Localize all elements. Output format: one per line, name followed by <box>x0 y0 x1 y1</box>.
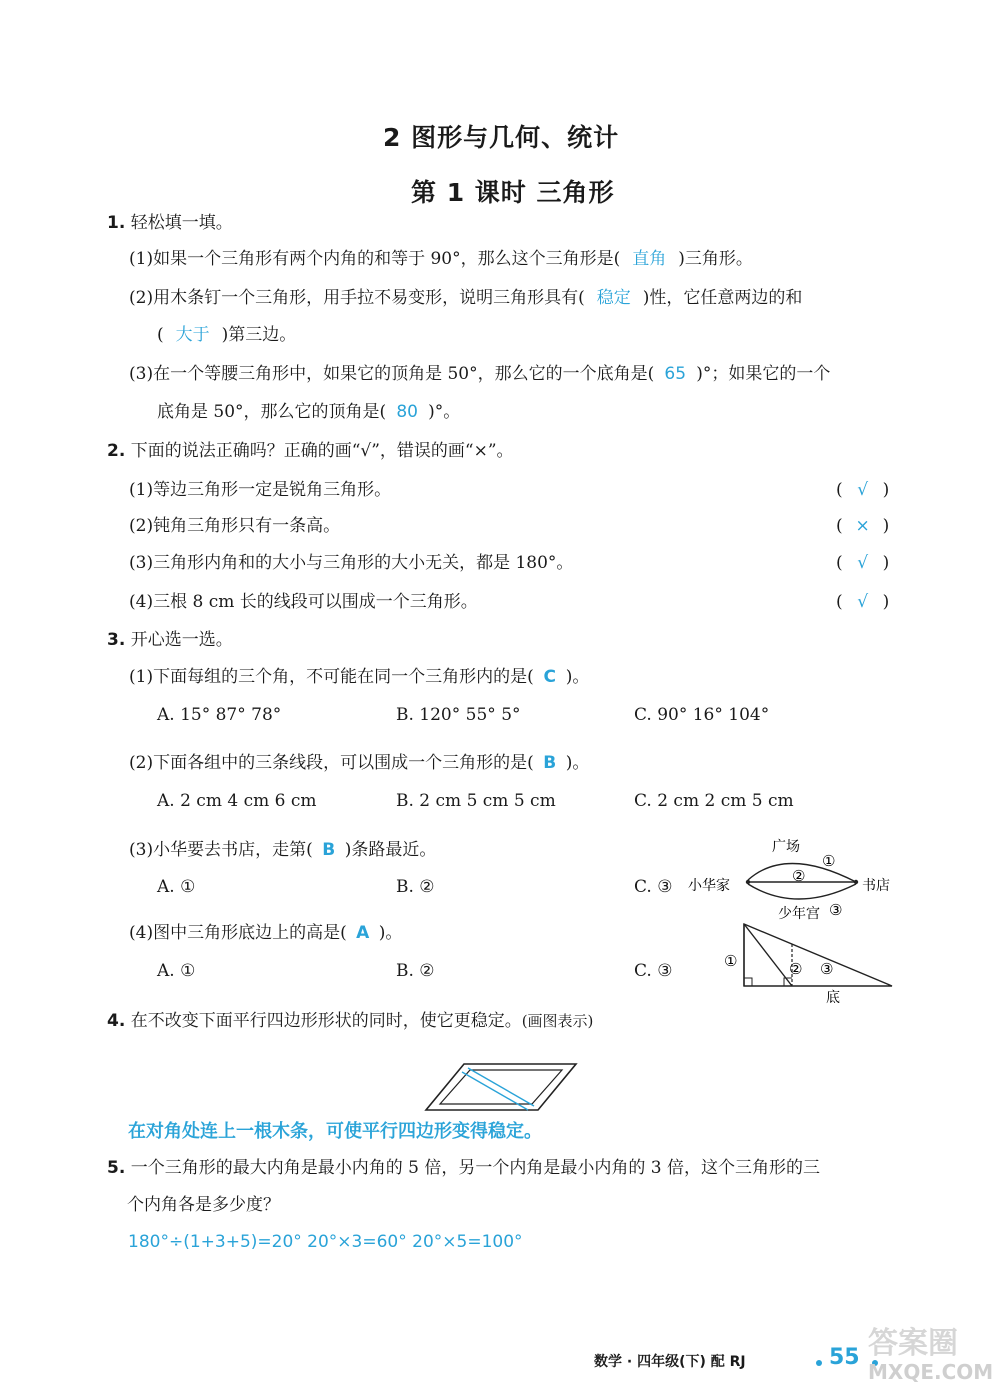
q5-text-1: 一个三角形的最大内角是最小内角的 5 倍，另一个内角是最小内角的 3 倍，这个三角形的三 <box>130 1158 820 1178</box>
q4-heading <box>107 1011 593 1031</box>
q1-item-3-text-tail: )°。 <box>428 402 461 422</box>
q1-item-3-cont <box>157 402 460 422</box>
q2-number: 2. <box>107 441 126 461</box>
q1-title: 轻松填一填。 <box>130 213 233 233</box>
q3-sub-3 <box>129 840 436 860</box>
q3-sub-1-option-a: A. 15° 87° 78° <box>157 705 282 725</box>
q3-sub-1-option-b: B. 120° 55° 5° <box>396 705 521 725</box>
q5-number: 5. <box>107 1158 126 1178</box>
q2-mark-1 <box>836 480 889 500</box>
mark-answer: √ <box>857 480 869 500</box>
q3-sub-2-option-a: A. 2 cm 4 cm 6 cm <box>157 791 317 811</box>
height-3-label: ③ <box>820 960 834 978</box>
q1-item-2-cont <box>157 325 296 345</box>
route-3-path <box>748 884 856 899</box>
q3-sub-2-text-end: )。 <box>565 753 590 773</box>
q3-heading <box>107 630 233 650</box>
q3-sub-3-text-end: )条路最近。 <box>344 840 437 860</box>
q2-item-1: (1)等边三角形一定是锐角三角形。 <box>129 480 392 500</box>
paren-left: ( <box>836 516 843 536</box>
q3-sub-1-text-end: )。 <box>565 667 590 687</box>
q1-item-3-text: (3)在一个等腰三角形中，如果它的顶角是 50°，那么它的一个底角是( <box>129 364 655 384</box>
q3-sub-4 <box>129 923 402 943</box>
base-label: 底 <box>826 990 840 1006</box>
q3-sub-3-option-c: C. ③ <box>634 877 673 897</box>
q3-sub-1-text: (1)下面每组的三个角，不可能在同一个三角形内的是( <box>129 667 534 687</box>
q1-item-1-text-end: )三角形。 <box>678 249 753 269</box>
q1-item-2 <box>129 288 802 308</box>
page-dot-left <box>816 1360 822 1366</box>
mark-answer: √ <box>857 592 869 612</box>
q2-item-3: (3)三角形内角和的大小与三角形的大小无关，都是 180°。 <box>129 553 574 573</box>
q3-sub-3-option-b: B. ② <box>396 877 435 897</box>
q3-sub-4-answer: A <box>356 923 370 943</box>
q1-item-3 <box>129 364 830 384</box>
route-1-label: ① <box>822 852 836 870</box>
q2-mark-4 <box>836 592 889 612</box>
q2-title: 下面的说法正确吗？正确的画“√”，错误的画“×”。 <box>130 441 514 461</box>
q1-item-2-answer-2: 大于 <box>175 325 210 345</box>
bookstore-point <box>854 880 858 884</box>
q3-sub-2-text: (2)下面各组中的三条线段，可以围成一个三角形的是( <box>129 753 534 773</box>
paren-left: ( <box>836 592 843 612</box>
bookstore-label: 书店 <box>862 878 890 894</box>
right-angle-mark-1 <box>744 978 752 986</box>
paren-left: ( <box>836 480 843 500</box>
q1-item-1-answer: 直角 <box>632 249 667 269</box>
mark-answer: × <box>855 516 870 536</box>
q1-item-3-text-end: )°；如果它的一个 <box>696 364 831 384</box>
q3-sub-4-text: (4)图中三角形底边上的高是( <box>129 923 347 943</box>
footer-subject: 数学 · 四年级(下) 配 RJ <box>594 1354 746 1370</box>
route-3-label: ③ <box>829 901 843 919</box>
q4-title: 在不改变下面平行四边形形状的同时，使它更稳定。 <box>130 1011 522 1031</box>
q5-line-1 <box>107 1158 820 1178</box>
q4-number: 4. <box>107 1011 126 1031</box>
q2-item-2: (2)钝角三角形只有一条高。 <box>129 516 341 536</box>
q1-item-2-text: (2)用木条钉一个三角形，用手拉不易变形，说明三角形具有( <box>129 288 585 308</box>
route-2-label: ② <box>792 867 806 885</box>
mark-answer: √ <box>857 553 869 573</box>
q1-item-2-text-tail: )第三边。 <box>221 325 297 345</box>
paren-left: ( <box>836 553 843 573</box>
q5-line-2: 个内角各是多少度？ <box>127 1195 280 1215</box>
q3-sub-2-option-b: B. 2 cm 5 cm 5 cm <box>396 791 556 811</box>
home-label: 小华家 <box>688 878 730 894</box>
route-map-diagram <box>686 832 901 924</box>
q3-sub-2-option-c: C. 2 cm 2 cm 5 cm <box>634 791 794 811</box>
home-point <box>746 880 750 884</box>
chapter-title: 2 图形与几何、统计 <box>383 123 620 152</box>
q3-sub-3-text: (3)小华要去书店，走第( <box>129 840 313 860</box>
plaza-label: 广场 <box>772 839 800 855</box>
q1-item-2-paren: ( <box>157 325 164 345</box>
q3-sub-2 <box>129 753 589 773</box>
q4-answer: 在对角处连上一根木条，可使平行四边形变得稳定。 <box>128 1121 542 1142</box>
q2-mark-3 <box>836 553 889 573</box>
q1-item-1-text: (1)如果一个三角形有两个内角的和等于 90°，那么这个三角形是( <box>129 249 621 269</box>
paren-right: ) <box>882 592 890 612</box>
q2-item-4: (4)三根 8 cm 长的线段可以围成一个三角形。 <box>129 592 478 612</box>
height-1-label: ① <box>724 952 738 970</box>
q3-sub-4-option-b: B. ② <box>396 961 435 981</box>
lesson-title: 第 1 课时 三角形 <box>411 178 615 207</box>
q3-title: 开心选一选。 <box>130 630 233 650</box>
q1-heading <box>107 213 233 233</box>
paren-right: ) <box>882 516 890 536</box>
q3-sub-4-option-a: A. ① <box>157 961 196 981</box>
q1-item-3-text-2: 底角是 50°，那么它的顶角是( <box>157 402 387 422</box>
q2-mark-2 <box>836 516 889 536</box>
q3-sub-1 <box>129 667 589 687</box>
q3-sub-4-text-end: )。 <box>378 923 403 943</box>
parallelogram-diagram <box>420 1058 584 1116</box>
q1-item-3-answer-1: 65 <box>664 364 687 384</box>
paren-right: ) <box>882 553 890 573</box>
q3-number: 3. <box>107 630 126 650</box>
q3-sub-2-answer: B <box>543 753 557 773</box>
paren-right: ) <box>882 480 890 500</box>
triangle-height-diagram <box>714 916 899 1008</box>
q3-sub-1-option-c: C. 90° 16° 104° <box>634 705 770 725</box>
q5-answer: 180°÷(1+3+5)=20° 20°×3=60° 20°×5=100° <box>128 1232 523 1252</box>
triangle-shape <box>744 924 892 986</box>
q3-sub-3-answer: B <box>322 840 336 860</box>
q2-heading <box>107 441 514 461</box>
page-number: 55 <box>829 1345 860 1370</box>
q1-item-2-text-end: )性，它任意两边的和 <box>642 288 803 308</box>
height-2-label: ② <box>789 960 803 978</box>
watermark-logo: 答案圈 <box>868 1326 958 1361</box>
q1-item-3-answer-2: 80 <box>396 402 418 422</box>
watermark-url: MXQE.COM <box>868 1360 994 1384</box>
q1-number: 1. <box>107 213 126 233</box>
q3-sub-4-option-c: C. ③ <box>634 961 673 981</box>
diagonal-stick-line-1 <box>468 1068 534 1106</box>
q4-hint: (画图表示) <box>521 1012 594 1030</box>
q1-item-2-answer-1: 稳定 <box>596 288 631 308</box>
q3-sub-1-answer: C <box>543 667 556 687</box>
q1-item-1 <box>129 249 753 269</box>
palace-label: 少年宫 <box>778 906 820 922</box>
q3-sub-3-option-a: A. ① <box>157 877 196 897</box>
